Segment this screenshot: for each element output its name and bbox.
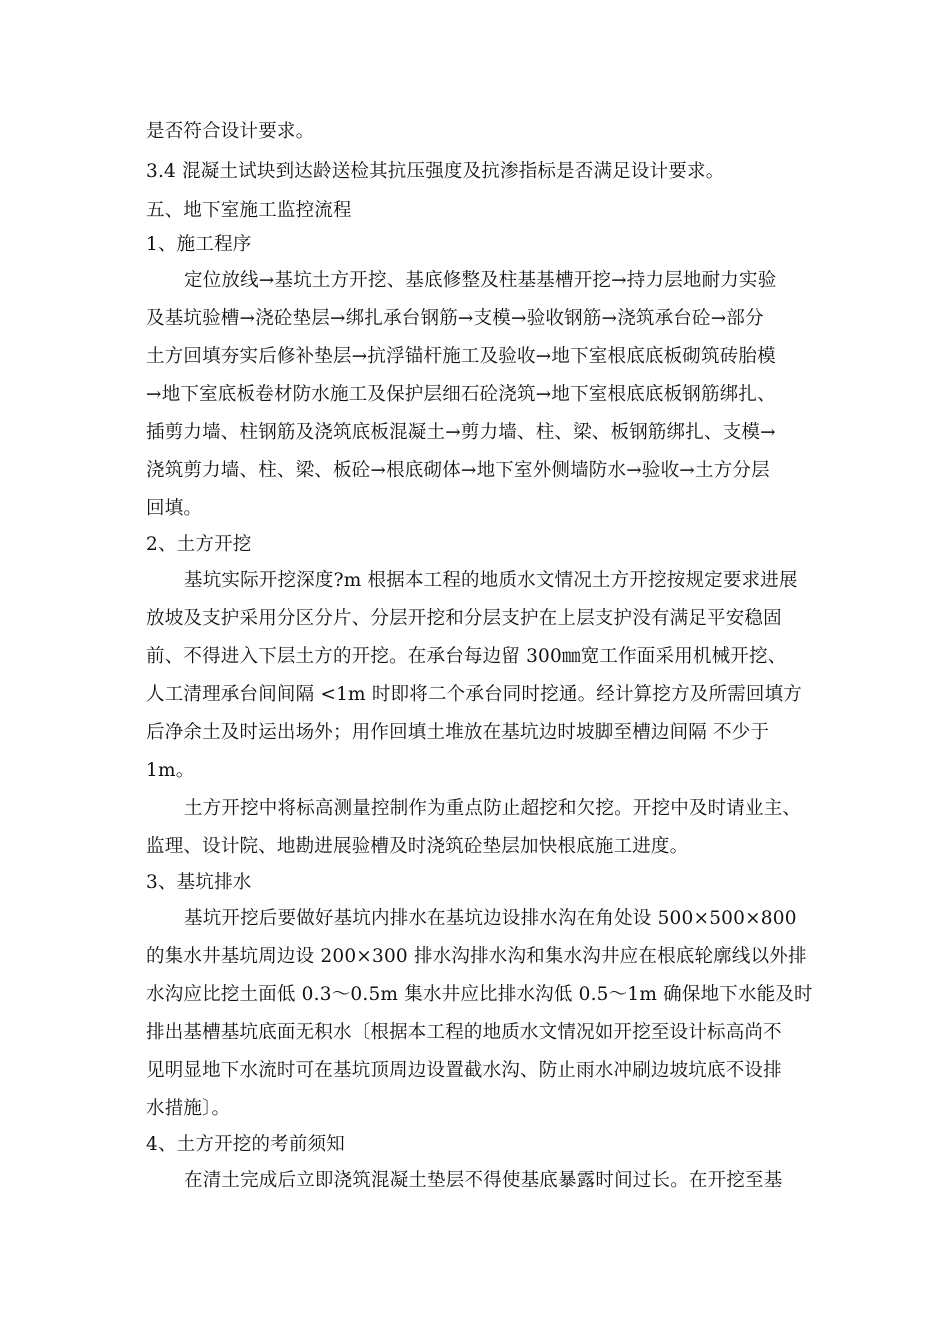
text-line: 的集水井基坑周边设 200×300 排水沟排水沟和集水沟井应在根底轮廓线以外排 (146, 946, 807, 967)
subsection-heading: 3、基坑排水 (146, 872, 252, 893)
section-heading: 五、地下室施工监控流程 (146, 200, 352, 221)
subsection-heading: 1、施工程序 (146, 234, 252, 255)
text-line: →地下室底板卷材防水施工及保护层细石砼浇筑→地下室根底底板钢筋绑扎、 (146, 384, 776, 405)
text-line: 前、不得进入下层土方的开挖。在承台每边留 300㎜宽工作面采用机械开挖、 (146, 646, 787, 667)
text-line: 基坑实际开挖深度?m 根据本工程的地质水文情况土方开挖按规定要求进展 (184, 570, 798, 591)
text-line: 1m。 (146, 760, 195, 781)
text-line: 回填。 (146, 498, 203, 519)
text-line: 浇筑剪力墙、柱、梁、板砼→根底砌体→地下室外侧墙防水→验收→土方分层 (146, 460, 770, 481)
text-line: 放坡及支护采用分区分片、分层开挖和分层支护在上层支护没有满足平安稳固 (146, 608, 782, 629)
text-line: 基坑开挖后要做好基坑内排水在基坑边设排水沟在角处设 500×500×800 (184, 908, 797, 929)
subsection-heading: 2、土方开挖 (146, 534, 252, 555)
text-line: 水措施〕。 (146, 1098, 231, 1119)
text-line: 监理、设计院、地勘进展验槽及时浇筑砼垫层加快根底施工进度。 (146, 836, 689, 857)
text-line: 排出基槽基坑底面无积水〔根据本工程的地质水文情况如开挖至设计标高尚不 (146, 1022, 782, 1043)
text-line: 人工清理承台间间隔 <1m 时即将二个承台同时挖通。经计算挖方及所需回填方 (146, 684, 802, 705)
text-line: 插剪力墙、柱钢筋及浇筑底板混凝土→剪力墙、柱、梁、板钢筋绑扎、支模→ (146, 422, 776, 443)
text-line: 见明显地下水流时可在基坑顶周边设置截水沟、防止雨水冲刷边坡坑底不设排 (146, 1060, 782, 1081)
text-line: 水沟应比挖土面低 0.3～0.5m 集水井应比排水沟低 0.5～1m 确保地下水能及时 (146, 984, 813, 1005)
text-line: 定位放线→基坑土方开挖、基底修整及柱基基槽开挖→持力层地耐力实验 (184, 270, 777, 291)
text-line: 土方开挖中将标高测量控制作为重点防止超挖和欠挖。开挖中及时请业主、 (184, 798, 802, 819)
subsection-heading: 4、土方开挖的考前须知 (146, 1134, 345, 1155)
text-line: 及基坑验槽→浇砼垫层→绑扎承台钢筋→支模→验收钢筋→浇筑承台砼→部分 (146, 308, 764, 329)
text-line: 是否符合设计要求。 (146, 121, 315, 142)
text-line: 3.4 混凝土试块到达龄送检其抗压强度及抗渗指标是否满足设计要求。 (146, 161, 725, 182)
text-line: 在清土完成后立即浇筑混凝土垫层不得使基底暴露时间过长。在开挖至基 (184, 1170, 783, 1191)
text-line: 后净余土及时运出场外；用作回填土堆放在基坑边时坡脚至槽边间隔 不少于 (146, 722, 770, 743)
text-line: 土方回填夯实后修补垫层→抗浮锚杆施工及验收→地下室根底底板砌筑砖胎模 (146, 346, 776, 367)
